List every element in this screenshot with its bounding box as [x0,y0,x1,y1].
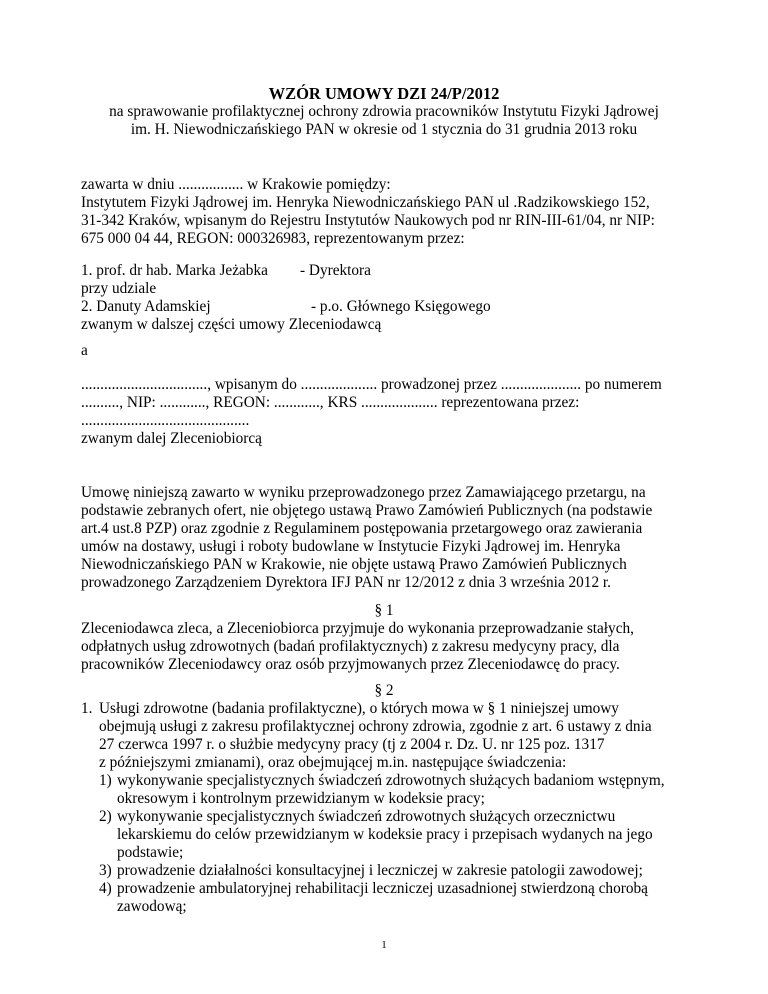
item-number: 1) [99,772,112,789]
item-number: 4) [99,880,112,897]
section-heading: § 1 [374,602,394,619]
intro-paragraph [81,176,687,248]
item-line: podstawie; [117,844,184,861]
item-line: zawodową; [117,898,187,915]
preamble-paragraph [81,484,687,592]
representative-2 [81,298,687,316]
item-number: 3) [99,862,112,879]
document-subtitle [81,103,687,139]
representative-1 [81,262,687,280]
point-line: z późniejszymi zmianami), oraz obejmującej m.in. następujące świadczenia: [99,754,567,771]
section-line: pracowników Zleceniodawcy oraz osób przyjmowanych przez Zleceniodawcę do pracy. [81,656,620,673]
contractor-line: .........., NIP: ............, REGON: ............, KRS .................... reprezentowana przez: [81,394,580,411]
representative-name: 1. prof. dr hab. Marka Jeżabka [81,262,268,279]
list-item [81,862,687,880]
section-line: Zleceniodawca zleca, a Zleceniobiorca przyjmuje do wykonania przeprowadzanie stałych, [81,620,634,637]
item-line: lekarskiemu do celów przewidzianym w kodeksie pracy i przepisach wydanych na jego [117,826,653,843]
document-title: WZÓR UMOWY DZI 24/P/2012 [268,84,500,103]
point-line: obejmują usługi z zakresu profilaktycznej ochrony zdrowia, zgodnie z art. 6 ustawy z dnia [99,718,652,735]
intro-line: 31-342 Kraków, wpisanym do Rejestru Instytutów Naukowych pod nr RIN-III-61/04, nr NIP: [81,212,655,229]
item-number: 2) [99,808,112,825]
representative-role: - Dyrektora [300,262,371,279]
preamble-line: Umowę niniejszą zawarto w wyniku przeprowadzonego przez Zamawiającego przetargu, na [81,484,646,501]
contractor-paragraph [81,376,687,448]
section-line: odpłatnych usług zdrowotnych (badań profilaktycznych) z zakresu medycyny pracy, dla [81,638,620,655]
item-line: prowadzenie działalności konsultacyjnej i leczniczej w zakresie patologii zawodowej; [117,862,643,879]
contractor-line: ............................................ [81,412,250,429]
section-2 [81,682,687,916]
preamble-line: art.4 ust.8 PZP) oraz zgodnie z Regulaminem postępowania przetargowego oraz zawierania [81,520,643,537]
conjunction: a [81,342,88,359]
with-participation: przy udziale [81,280,157,297]
subtitle-line: na sprawowanie profilaktycznej ochrony zdrowia pracowników Instytutu Fizyki Jądrowej [109,103,659,120]
intro-line: 675 000 04 44, REGON: 000326983, reprezentowanym przez: [81,230,465,247]
point-number: 1. [81,700,93,717]
point-line: Usługi zdrowotne (badania profilaktyczne), o których mowa w § 1 niniejszej umowy [99,700,619,717]
preamble-line: prowadzonego Zarządzeniem Dyrektora IFJ PAN nr 12/2012 z dnia 3 września 2012 r. [81,574,612,591]
intro-line: Instytutem Fizyki Jądrowej im. Henryka Niewodniczańskiego PAN ul .Radzikowskiego 152, [81,194,650,211]
contractor-line: zwanym dalej Zleceniobiorcą [81,430,262,447]
preamble-line: podstawie zebranych ofert, nie objętego ustawą Prawo Zamówień Publicznych (na podstawie [81,502,653,519]
item-line: prowadzenie ambulatoryjnej rehabilitacji leczniczej uzasadnionej stwierdzoną chorobą [117,880,648,897]
section-2-point-1 [81,700,687,916]
principal-designation: zwanym w dalszej części umowy Zleceniodawcą [81,316,382,333]
contractor-line: ................................., wpisanym do .................... prowadzonej przez ..................... po numerem [81,376,662,393]
point-line: 27 czerwca 1997 r. o służbie medycyny pracy (tj z 2004 r. Dz. U. nr 125 poz. 1317 [99,736,605,753]
item-line: wykonywanie specjalistycznych świadczeń zdrowotnych służących orzecznictwu [117,808,616,825]
representative-role: - p.o. Głównego Księgowego [311,298,491,315]
intro-line: zawarta w dniu ................. w Krakowie pomiędzy: [81,176,391,193]
item-line: wykonywanie specjalistycznych świadczeń zdrowotnych służących badaniom wstępnym, [117,772,665,789]
preamble-line: Niewodniczańskiego PAN w Krakowie, nie objęte ustawą Prawo Zamówień Publicznych [81,556,627,573]
list-item [81,880,687,916]
section-1 [81,602,687,674]
list-item [81,808,687,862]
item-line: okresowym i kontrolnym przewidzianym w kodeksie pracy; [117,790,485,807]
representative-name: 2. Danuty Adamskiej [81,298,211,315]
preamble-line: umów na dostawy, usługi i roboty budowlane w Instytucie Fizyki Jądrowej im. Henryka [81,538,621,555]
subtitle-line: im. H. Niewodniczańskiego PAN w okresie od 1 stycznia do 31 grudnia 2013 roku [130,121,638,138]
section-heading: § 2 [374,682,394,699]
list-item [81,772,687,808]
representatives [81,262,687,334]
page-number: 1 [381,939,387,951]
